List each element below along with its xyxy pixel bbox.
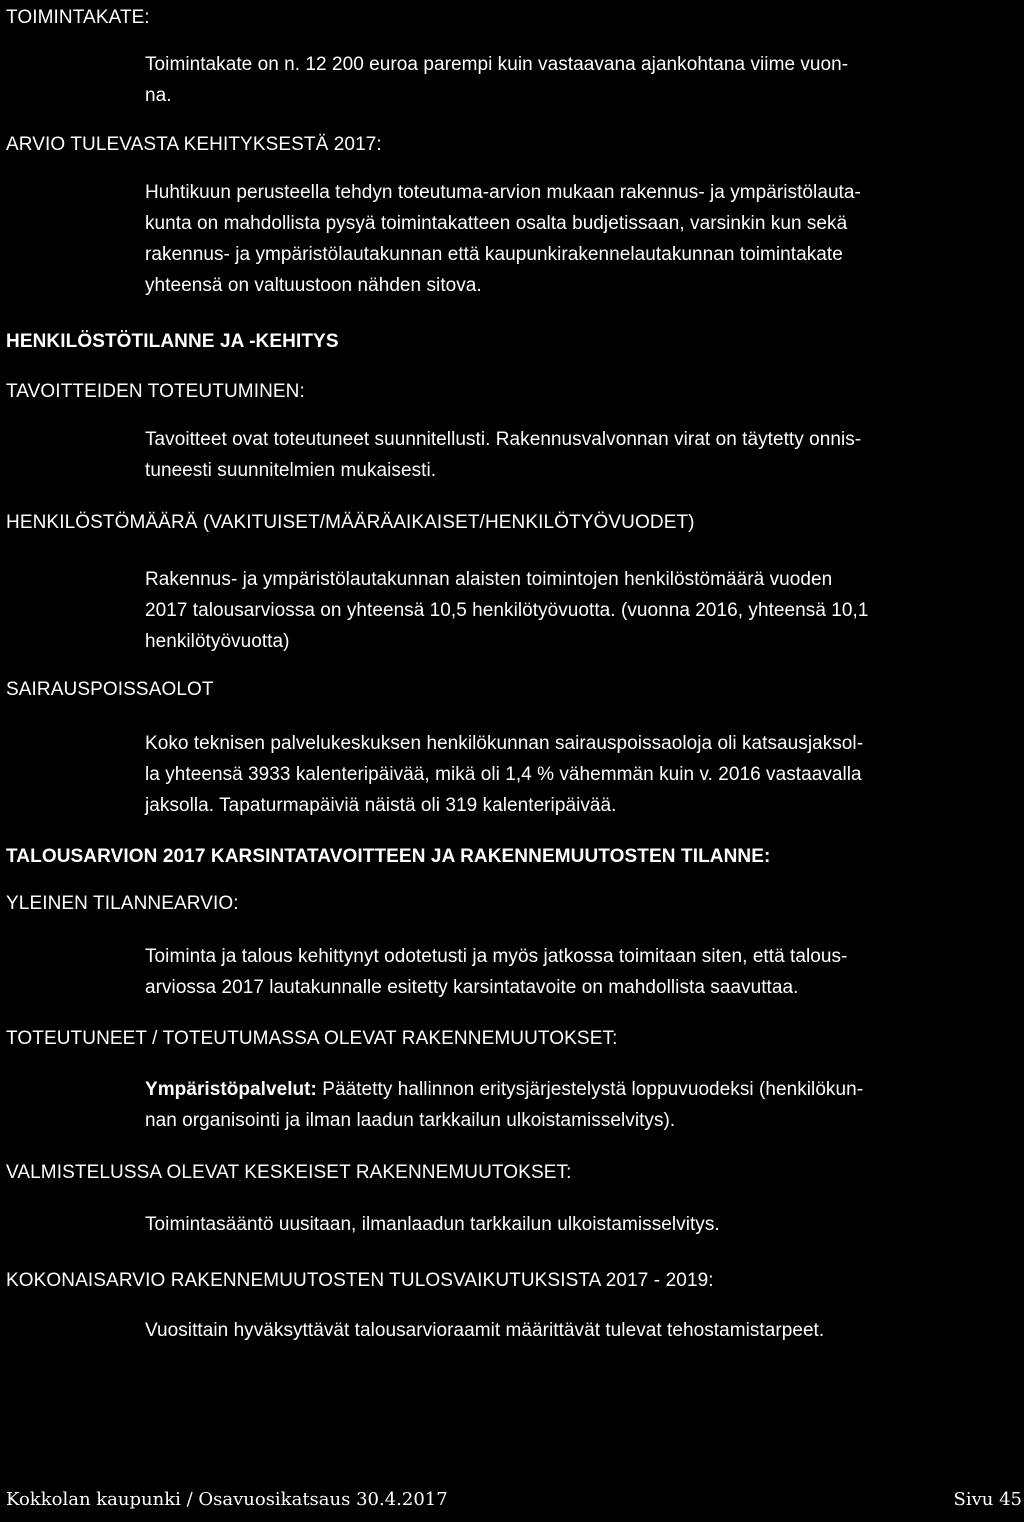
heading-tavoitteet: TAVOITTEIDEN TOTEUTUMINEN:	[6, 381, 305, 402]
paragraph-valmistelussa: Toimintasääntö uusitaan, ilmanlaadun tarkkailun ulkoistamisselvitys.	[145, 1214, 720, 1235]
ymparistopalvelut-label: Ympäristöpalvelut:	[145, 1079, 317, 1100]
heading-talousarvio: TALOUSARVION 2017 KARSINTATAVOITTEEN JA RAKENNEMUUTOSTEN TILANNE:	[6, 846, 771, 867]
paragraph-yleinen: Toiminta ja talous kehittynyt odotetusti ja myös jatkossa toimitaan siten, että talous- arviossa 2017 lautakunnalle esitetty karsintatavoite on mahdollista saavuttaa.	[145, 946, 848, 998]
heading-valmistelussa: VALMISTELUSSA OLEVAT KESKEISET RAKENNEMUUTOKSET:	[6, 1162, 572, 1183]
paragraph-toteutuneet	[145, 1074, 863, 1136]
heading-sairauspoissaolot: SAIRAUSPOISSAOLOT	[6, 679, 214, 700]
heading-henkilostomaara: HENKILÖSTÖMÄÄRÄ (VAKITUISET/MÄÄRÄAIKAISET/HENKILÖTYÖVUODET)	[6, 512, 695, 533]
heading-toteutuneet: TOTEUTUNEET / TOTEUTUMASSA OLEVAT RAKENNEMUUTOKSET:	[6, 1028, 618, 1049]
ymparistopalvelut-text: Päätetty hallinnon eritysjärjestelystä loppuvuodeksi (henkilökun- nan organisointi ja ilman laadun tarkkailun ulkoistamisselvitys).	[145, 1079, 864, 1131]
paragraph-arvio: Huhtikuun perusteella tehdyn toteutuma-arvion mukaan rakennus- ja ympäristölauta- kunta on mahdollista pysyä toimintakatteen osalta budjetissaan, varsinkin kun sekä rakennus- ja ympäristölautakunnan että kaupunkirakennelautakunnan toimintakate yhteensä on valtuustoon nähden sitova.	[145, 182, 861, 296]
heading-arvio: ARVIO TULEVASTA KEHITYKSESTÄ 2017:	[6, 134, 382, 155]
footer-document-title: Kokkolan kaupunki / Osavuosikatsaus 30.4.2017	[6, 1489, 448, 1510]
paragraph-kokonaisarvio: Vuosittain hyväksyttävät talousarvioraamit määrittävät tulevat tehostamistarpeet.	[145, 1320, 825, 1341]
heading-henkilosto: HENKILÖSTÖTILANNE JA -KEHITYS	[6, 331, 339, 352]
paragraph-toimintakate: Toimintakate on n. 12 200 euroa parempi kuin vastaavana ajankohtana viime vuon- na.	[145, 54, 849, 106]
footer-page-number: Sivu 45	[953, 1489, 1022, 1510]
paragraph-sairauspoissaolot: Koko teknisen palvelukeskuksen henkilökunnan sairauspoissaoloja oli katsausjaksol- la yhteensä 3933 kalenteripäivää, mikä oli 1,4 % vähemmän kuin v. 2016 vastaavalla jaksolla. Tapaturmapäiviä näistä oli 319 kalenteripäivää.	[145, 733, 864, 816]
paragraph-tavoitteet: Tavoitteet ovat toteutuneet suunnitellusti. Rakennusvalvonnan virat on täytetty onnis- tuneesti suunnitelmien mukaisesti.	[145, 429, 862, 481]
paragraph-henkilostomaara: Rakennus- ja ympäristölautakunnan alaisten toimintojen henkilöstömäärä vuoden 2017 talousarviossa on yhteensä 10,5 henkilötyövuotta. (vuonna 2016, yhteensä 10,1 henkilötyövuotta)	[145, 569, 869, 652]
heading-toimintakate: TOIMINTAKATE:	[6, 7, 150, 28]
heading-kokonaisarvio: KOKONAISARVIO RAKENNEMUUTOSTEN TULOSVAIKUTUKSISTA 2017 - 2019:	[6, 1270, 714, 1291]
heading-yleinen: YLEINEN TILANNEARVIO:	[6, 893, 239, 914]
